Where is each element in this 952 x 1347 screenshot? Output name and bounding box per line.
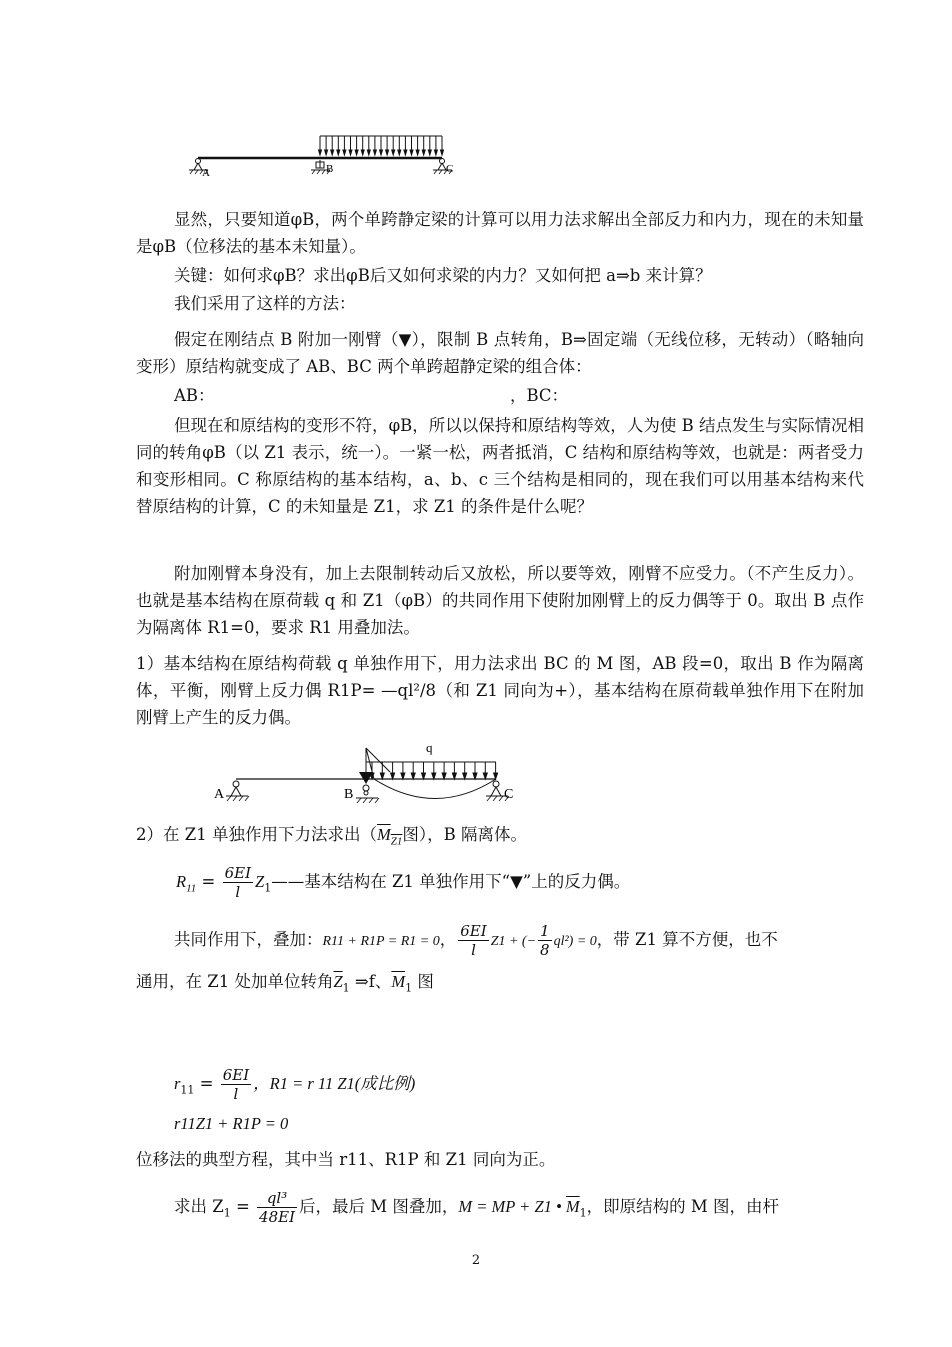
typical-equation-text: 位移法的典型方程，其中当 r11、R1P 和 Z1 同向为正。 [136, 1150, 556, 1169]
fig1-label-b: B [326, 163, 334, 175]
paragraph-5: 但现在和原结构的变形不符，φB，所以以保持和原结构等效，人为使 B 结点发生与实际情况相同的转角φB（以 Z1 表示，统一）。一紧一松，两者抵消，C 结构和原结构等效，也就是：两者受力和变形相同。C 称原结构的基本结构，a、b、c 三个结构是相同的，现在我们可以用基本结构来代替原结构的计算，C 的未知量是 Z1，求 Z1 的条件是什么呢？ [136, 416, 864, 516]
step-2-line [136, 821, 527, 855]
step-2-pre: 2）在 Z1 单独作用下力法求出（ [136, 825, 377, 844]
paragraph-6: 附加刚臂本身没有，加上去限制转动后又放松，所以要等效，刚臂不应受力。（不产生反力）。也就是基本结构在原荷载 q 和 Z1（φB）的共同作用下使附加刚臂上的反力偶等于 0。取出 B 点作为隔离体 R1=0，要求 R1 用叠加法。 [136, 564, 864, 637]
step-2-post: 图），B 隔离体。 [402, 825, 527, 844]
fig1-label-a: A [202, 167, 210, 179]
ab-label: AB： [174, 386, 215, 405]
mz1-symbol: $M_{Z1}$ [376, 825, 403, 848]
beam-figure-top [180, 132, 470, 180]
r11-description: ——基本结构在 Z1 单独作用下“▼”上的反力偶。 [271, 872, 631, 891]
paragraph-2: 关键：如何求φB？求出φB后又如何求梁的内力？又如何把 a⇒b 来计算？ [174, 266, 712, 285]
paragraph-1: 显然，只要知道φB，两个单跨静定梁的计算可以用力法求解出全部反力和内力，现在的未知量是φB（位移法的基本未知量）。 [136, 210, 864, 256]
paragraph-7: 1）基本结构在原结构荷载 q 单独作用下，用力法求出 BC 的 M 图，AB 段=0，取出 B 作为隔离体，平衡，刚臂上反力偶 R1P= —ql²/8（和 Z1 同向为+），基本结构在原荷载单独作用下在附加刚臂上产生的反力偶。 [136, 654, 864, 727]
final-line: 求出 $Z_1$ = $\frac{\text{ql³}}{48EI}$ 后，最后 M 图叠加，M = MP + Z1 • $\overline{M}_1$，即原结构的 M 图，由杆 [174, 1189, 780, 1226]
paragraph-3: 我们采用了这样的方法： [174, 294, 356, 313]
unit-rotation-line: 通用，在 Z1 处加单位转角$\overline{Z}_1$ ⇒f、$\overline{M}_1$ 图 [136, 972, 434, 995]
page-number: 2 [471, 1253, 481, 1268]
superposition-line: 共同作用下，叠加：R11 + R1P = R1 = 0， $\frac{6EI}{l}$ Z1 + (− $\frac{1}{8}$ ql²) = 0，带 Z1 算不方便，也不 [174, 922, 778, 959]
fig2-label-a: A [214, 787, 225, 802]
fig1-label-c: C [446, 163, 454, 175]
fig2-label-q: q [426, 740, 433, 755]
beam-figure-middle [200, 738, 530, 810]
paragraph-4: 假定在刚结点 B 附加一刚臂（▼），限制 B 点转角，B⇒固定端（无线位移，无转动）（略轴向变形）原结构就变成了 AB、BC 两个单跨超静定梁的组合体： [136, 330, 864, 376]
typical-equation: r11Z1 + R1P = 0 [174, 1114, 289, 1133]
r11-stiffness: $r_{11}$ = $\frac{6EI}{l}$ ，R1 = r 11 Z1(成比例) [174, 1066, 416, 1103]
r11-equation: $R_{11}$ = $\frac{6EI}{l}$ $Z_1——$基本结构在 Z1 单独作用下“▼”上的反力偶。 [176, 864, 631, 901]
bc-label: ，BC： [510, 386, 569, 405]
fig2-label-b: B [344, 787, 354, 802]
fig2-label-c: C [504, 787, 514, 802]
